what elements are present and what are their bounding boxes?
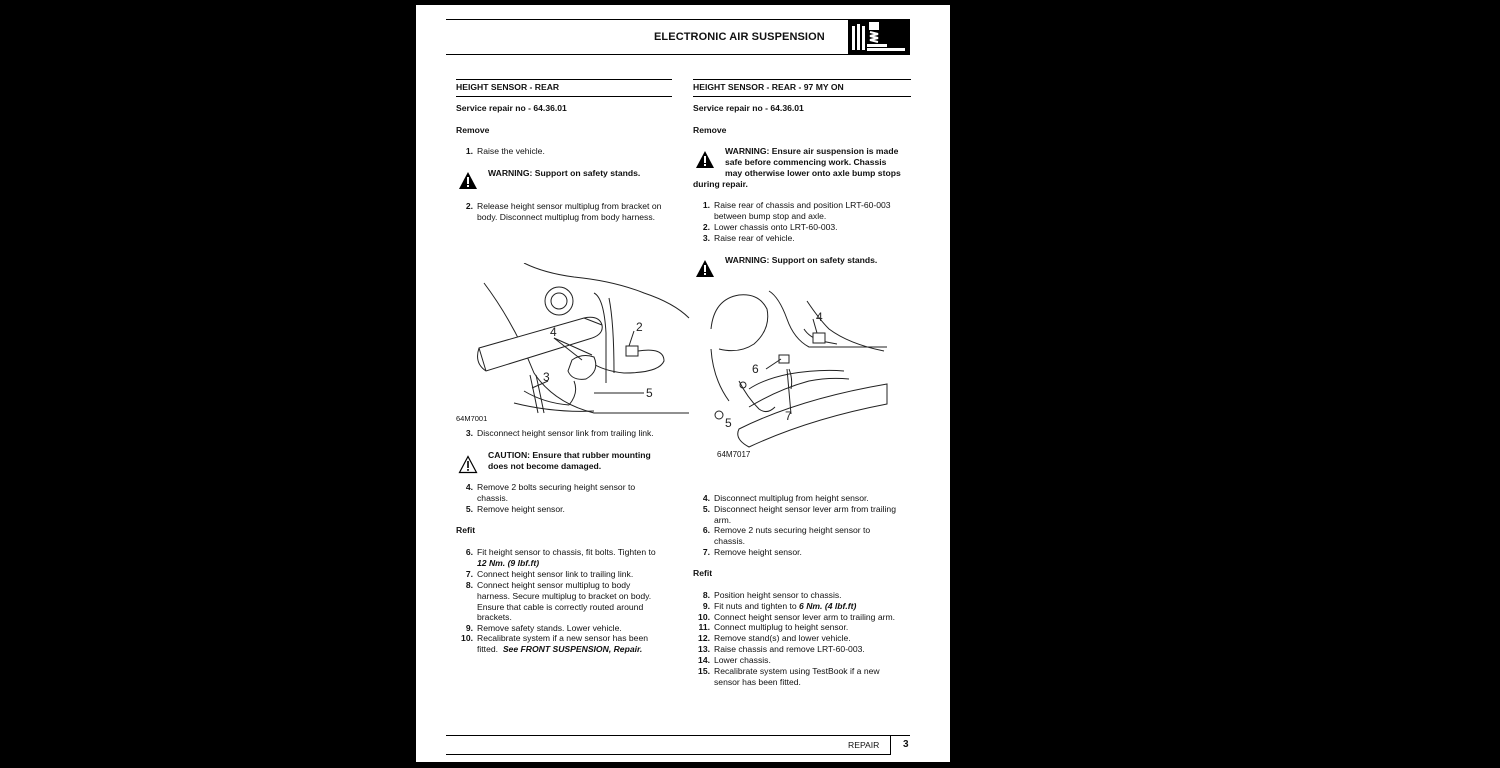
step-number: 10. [461, 633, 473, 643]
step-line [477, 644, 673, 655]
step-text: Remove height sensor. [477, 504, 565, 514]
step-line: Ensure that cable is correctly routed around [477, 601, 644, 612]
left-column [456, 5, 672, 705]
page-number: 3 [903, 739, 909, 750]
step-number: 7. [465, 569, 473, 579]
figure-height-sensor-97my [709, 289, 889, 461]
step-text [714, 200, 910, 222]
step-line: between bump stop and axle. [714, 210, 827, 221]
step-number: 5. [702, 504, 710, 514]
footer-rule-bottom [446, 754, 891, 755]
step-number: 1. [702, 200, 710, 210]
figure-code: 64M7017 [717, 450, 751, 459]
step-line: Connect height sensor multiplug to body [477, 580, 631, 590]
step-line: body. Disconnect multiplug from body harness. [477, 211, 656, 222]
figure-callout: 5 [725, 416, 732, 430]
step-number: 4. [702, 493, 710, 503]
step-line: Raise rear of chassis and position LRT-60-003 [714, 200, 891, 210]
step-line: chassis. [714, 535, 746, 546]
footer-divider [890, 735, 891, 755]
step-text [477, 547, 673, 569]
step-text [714, 525, 910, 547]
step-text [477, 580, 673, 623]
step-number: 15. [698, 666, 710, 676]
warning-line: during repair. [693, 179, 748, 189]
step-number: 2. [465, 201, 473, 211]
cross-reference-link[interactable]: See FRONT SUSPENSION, Repair. [502, 643, 643, 654]
step-line: harness. Secure multiplug to bracket on body. [477, 590, 652, 601]
section-rule-top [456, 79, 672, 80]
step-number: 7. [702, 547, 710, 557]
service-repair-number: Service repair no - 64.36.01 [693, 103, 804, 113]
step-number: 2. [702, 222, 710, 232]
step-text: Remove stand(s) and lower vehicle. [714, 633, 851, 643]
step-text: Remove safety stands. Lower vehicle. [477, 623, 622, 633]
step-number: 6. [702, 525, 710, 535]
warning-text: WARNING: Support on safety stands. [488, 168, 641, 178]
step-number: 1. [465, 146, 473, 156]
step-number: 11. [698, 622, 710, 632]
step-text: Connect height sensor link to trailing link. [477, 569, 634, 579]
caution-line: CAUTION: Ensure that rubber mounting [488, 450, 651, 460]
step-text [477, 482, 673, 504]
section-title: HEIGHT SENSOR - REAR - 97 MY ON [693, 82, 844, 92]
step-line: sensor has been fitted. [714, 676, 801, 687]
warning-icon [695, 150, 715, 169]
step-text [714, 504, 910, 526]
step-line-prefix: Fit nuts and tighten to [714, 601, 800, 611]
figure-height-sensor-rear [474, 263, 694, 423]
remove-heading: Remove [456, 125, 490, 135]
figure-callout: 3 [543, 370, 550, 384]
figure-callout: 5 [646, 386, 653, 400]
warning-line: safe before commencing work. Chassis [725, 156, 887, 167]
figure-callout: 7 [785, 409, 792, 423]
step-text: Position height sensor to chassis. [714, 590, 842, 600]
step-line: Recalibrate system if a new sensor has been [477, 633, 649, 643]
step-text: Raise rear of vehicle. [714, 233, 795, 243]
step-text: Raise chassis and remove LRT-60-003. [714, 644, 865, 654]
step-line: arm. [714, 514, 732, 525]
figure-callout: 4 [816, 310, 823, 324]
step-line: Disconnect height sensor lever arm from trailing [714, 504, 896, 514]
step-number: 10. [698, 612, 710, 622]
step-text: Raise the vehicle. [477, 146, 545, 156]
step-number: 4. [465, 482, 473, 492]
remove-heading: Remove [693, 125, 727, 135]
step-number: 12. [698, 633, 710, 643]
step-text [714, 666, 910, 688]
warning-text [725, 146, 901, 178]
section-title: HEIGHT SENSOR - REAR [456, 82, 560, 92]
step-text: Disconnect multiplug from height sensor. [714, 493, 869, 503]
caution-text [488, 450, 651, 472]
warning-icon [695, 259, 715, 278]
service-repair-number: Service repair no - 64.36.01 [456, 103, 567, 113]
manual-page [416, 5, 950, 762]
refit-heading: Refit [693, 568, 713, 578]
figure-callout: 4 [550, 325, 557, 339]
right-column [693, 5, 911, 705]
step-line: Remove 2 bolts securing height sensor to [477, 482, 636, 492]
step-text: Disconnect height sensor link from trailing link. [477, 428, 654, 438]
section-rule-top [693, 79, 911, 80]
step-text [714, 601, 910, 612]
step-line: Recalibrate system using TestBook if a new [714, 666, 880, 676]
caution-icon [458, 455, 478, 474]
step-number: 9. [465, 623, 473, 633]
step-number: 3. [702, 233, 710, 243]
footer-section-label: REPAIR [848, 740, 880, 750]
figure-callout: 6 [752, 362, 759, 376]
step-number: 9. [702, 601, 710, 611]
step-text [477, 633, 673, 655]
step-number: 6. [465, 547, 473, 557]
section-rule-bottom [456, 96, 672, 97]
step-line: chassis. [477, 492, 509, 503]
step-line: Remove 2 nuts securing height sensor to [714, 525, 871, 535]
figure-code: 64M7001 [456, 414, 488, 423]
warning-icon [458, 171, 478, 190]
step-number: 8. [465, 580, 473, 590]
step-line: Release height sensor multiplug from bracket on [477, 201, 662, 211]
step-text: Remove height sensor. [714, 547, 802, 557]
footer-rule-top [446, 735, 910, 736]
step-text [477, 201, 673, 223]
step-text: Connect multiplug to height sensor. [714, 622, 849, 632]
section-rule-bottom [693, 96, 911, 97]
warning-line: may otherwise lower onto axle bump stops [725, 167, 901, 178]
step-text: Lower chassis onto LRT-60-003. [714, 222, 838, 232]
step-line-prefix: fitted. [477, 643, 499, 654]
step-number: 13. [698, 644, 710, 654]
step-number: 5. [465, 504, 473, 514]
torque-value: 12 Nm. (9 lbf.ft) [477, 557, 540, 568]
step-text: Connect height sensor lever arm to trailing arm. [714, 612, 896, 622]
figure-callout: 2 [636, 320, 643, 334]
step-line: Fit height sensor to chassis, fit bolts. Tighten to [477, 547, 656, 557]
step-text: Lower chassis. [714, 655, 771, 665]
refit-heading: Refit [456, 525, 476, 535]
page-title: ELECTRONIC AIR SUSPENSION [654, 31, 825, 43]
step-number: 14. [698, 655, 710, 665]
step-line: brackets. [477, 612, 512, 623]
step-number: 8. [702, 590, 710, 600]
torque-value: 6 Nm. (4 lbf.ft) [799, 601, 857, 611]
warning-text: WARNING: Support on safety stands. [725, 255, 878, 265]
step-number: 3. [465, 428, 473, 438]
caution-line: does not become damaged. [488, 460, 602, 471]
warning-line: WARNING: Ensure air suspension is made [725, 146, 899, 156]
